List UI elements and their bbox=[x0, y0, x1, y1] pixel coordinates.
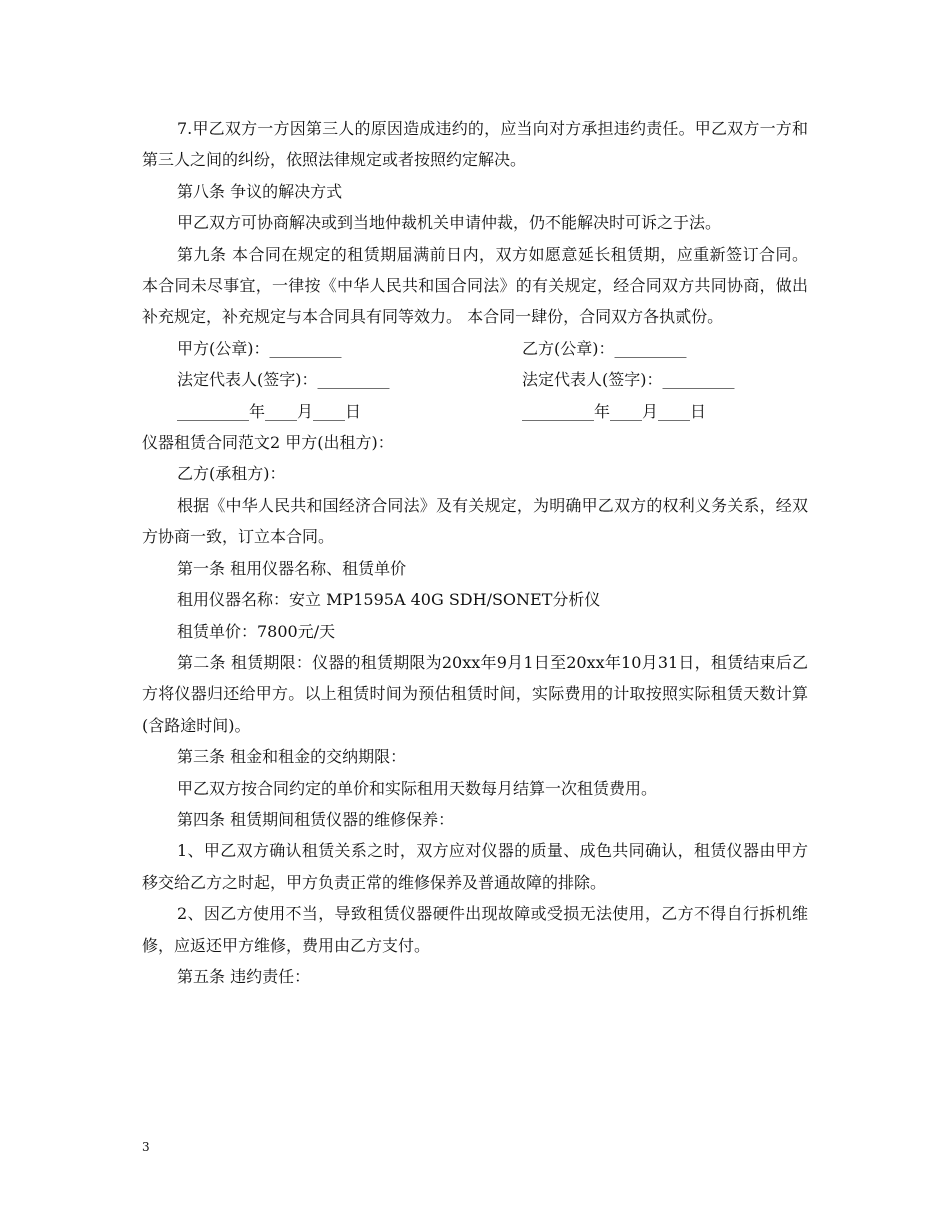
article-4-item-2: 2、因乙方使用不当，导致租赁仪器硬件出现故障或受损无法使用，乙方不得自行拆机维修，应返还甲方维修，费用由乙方支付。 bbox=[142, 904, 808, 955]
party-a-seal: 甲方(公章)：_________ bbox=[177, 338, 342, 358]
article-3-heading: 第三条 租金和租金的交纳期限： bbox=[177, 747, 407, 767]
signature-rep-row bbox=[142, 364, 808, 395]
article-2-paragraph: 第二条 租赁期限：仪器的租赁期限为20xx年9月1日至20xx年10月31日，租赁结束后乙方将仪器归还给甲方。以上租赁时间为预估租赁时间，实际费用的计取按照实际租赁天数计算(含路途时间)。 bbox=[142, 652, 808, 735]
party-b-seal: 乙方(公章)：_________ bbox=[522, 338, 687, 358]
second-contract-heading: 仪器租赁合同范文2 甲方(出租方)： bbox=[142, 433, 394, 453]
party-b-date: _________年____月____日 bbox=[522, 401, 707, 421]
article-5-heading: 第五条 违约责任： bbox=[177, 966, 311, 986]
instrument-name-line: 租用仪器名称：安立 MP1595A 40G SDH/SONET分析仪 bbox=[177, 590, 601, 610]
page-number: 3 bbox=[142, 1140, 150, 1154]
party-b-lessee-line: 乙方(承租方)： bbox=[177, 464, 286, 484]
preamble-paragraph: 根据《中华人民共和国经济合同法》及有关规定，为明确甲乙双方的权利义务关系，经双方协商一致，订立本合同。 bbox=[142, 495, 808, 547]
article-8-paragraph: 甲乙双方可协商解决或到当地仲裁机关申请仲裁，仍不能解决时可诉之于法。 bbox=[177, 213, 722, 233]
party-a-date: _________年____月____日 bbox=[177, 401, 362, 421]
article-3-paragraph: 甲乙双方按合同约定的单价和实际租用天数每月结算一次租赁费用。 bbox=[177, 778, 658, 798]
party-a-representative: 法定代表人(签字)：_________ bbox=[177, 370, 390, 390]
unit-price-line: 租赁单价：7800元/天 bbox=[177, 621, 336, 641]
signature-seal-row bbox=[142, 333, 808, 364]
clause-7-paragraph: 7.甲乙双方一方因第三人的原因造成违约的，应当向对方承担违约责任。甲乙双方一方和第三人之间的纠纷，依照法律规定或者按照约定解决。 bbox=[142, 119, 808, 170]
article-4-item-1: 1、甲乙双方确认租赁关系之时，双方应对仪器的质量、成色共同确认，租赁仪器由甲方移交给乙方之时起，甲方负责正常的维修保养及普通故障的排除。 bbox=[142, 841, 808, 892]
party-b-representative: 法定代表人(签字)：_________ bbox=[522, 370, 735, 390]
article-1-heading: 第一条 租用仪器名称、租赁单价 bbox=[177, 558, 407, 578]
article-4-heading: 第四条 租赁期间租赁仪器的维修保养： bbox=[177, 809, 455, 829]
signature-date-row bbox=[142, 396, 808, 427]
document-body bbox=[142, 113, 808, 992]
article-9-paragraph: 第九条 本合同在规定的租赁期届满前日内，双方如愿意延长租赁期，应重新签订合同。 本合同未尽事宜，一律按《中华人民共和国合同法》的有关规定，经合同双方共同协商，做出补充规定，补充规定与本合同具有同等效力。 本合同一肆份，合同双方各执贰份。 bbox=[142, 244, 808, 327]
article-8-heading: 第八条 争议的解决方式 bbox=[177, 181, 343, 201]
